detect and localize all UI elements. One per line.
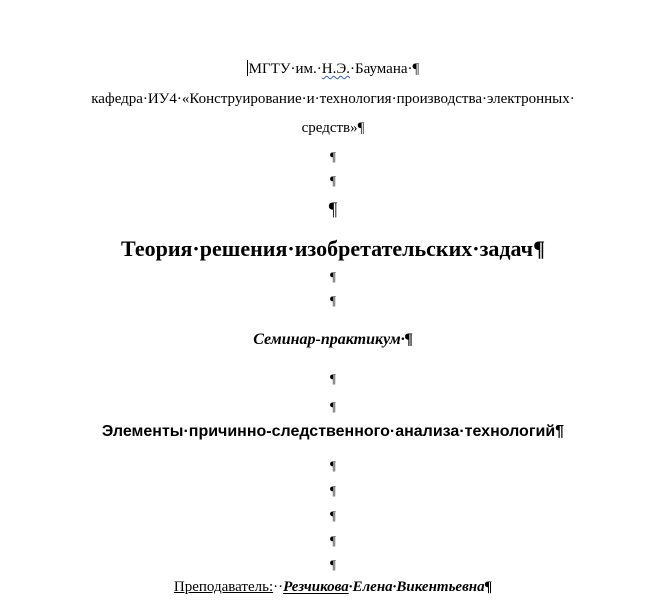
empty-paragraph-2: ¶ [330, 173, 336, 188]
seminar-topic: Элементы·причинно-следственного·анализа·технологий¶ [101, 423, 565, 440]
teacher-mark: ¶ [484, 579, 493, 595]
empty-paragraph-6: ¶ [330, 371, 336, 386]
university-suffix: ·Баумана·¶ [349, 61, 420, 77]
empty-paragraph-8: ¶ [330, 458, 336, 473]
empty-paragraph-10: ¶ [330, 508, 336, 523]
teacher-name: ·Елена·Викентьевна [348, 579, 485, 595]
empty-paragraph-5: ¶ [330, 293, 336, 308]
university-initials: Н.Э. [321, 61, 350, 77]
empty-paragraph-1: ¶ [330, 149, 336, 164]
university-line [0, 60, 666, 78]
empty-paragraph-11: ¶ [330, 533, 336, 548]
empty-paragraph-3: ¶ [328, 199, 338, 220]
empty-paragraph-9: ¶ [330, 483, 336, 498]
department-line-1: кафедра·ИУ4·«Конструирование·и·технология·производства·электронных· [91, 91, 575, 107]
empty-paragraph-12: ¶ [330, 557, 336, 572]
department-line-2: средств»¶ [301, 120, 365, 136]
teacher-separator: ·· [273, 579, 284, 595]
teacher-line [0, 578, 666, 596]
teacher-label: Преподаватель: [173, 579, 274, 595]
university-prefix: МГТУ·им.· [248, 61, 322, 77]
text-cursor [247, 60, 248, 76]
empty-paragraph-4: ¶ [330, 269, 336, 284]
course-title: Теория·решения·изобретательских·задач¶ [121, 236, 545, 261]
subtitle: Семинар-практикум·¶ [253, 331, 413, 348]
teacher-surname: Резчикова [283, 579, 349, 595]
empty-paragraph-7: ¶ [330, 399, 336, 414]
